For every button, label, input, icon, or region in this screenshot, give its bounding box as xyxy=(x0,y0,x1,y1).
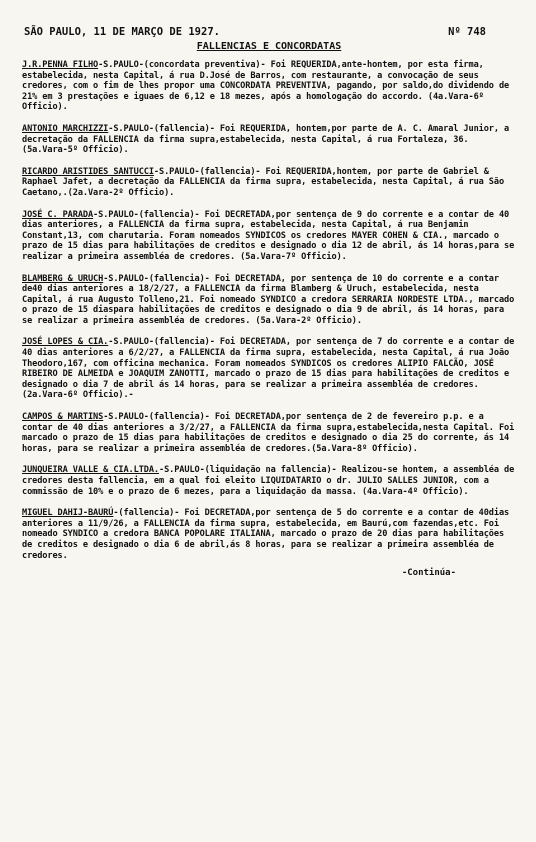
bulletin-date: SÃO PAULO, 11 DE MARÇO DE 1927. xyxy=(24,26,220,38)
entry-name: RICARDO ARISTIDES SANTUCCI xyxy=(22,166,154,177)
entry xyxy=(22,465,520,497)
entry-name: ANTONIO MARCHIZZI xyxy=(22,123,109,134)
entry-text: -S.PAULO-(fallencia)- Foi DECRETADA,por sentença de 2 de fevereiro p.p. e a contar de 40 dias anteriores a 3/2/27, a FALLENCIA da firma supra,estabelecida,nesta Capital. Foi marcado o prazo de 15 dias para habilitações de creditos e designado o dia 25 do corrente, ás 14 horas, para se realizar a primeira assembléa de credores.(5a.Vara-8º Officio). xyxy=(22,412,520,454)
entry-text: -S.PAULO-(concordata preventiva)- Foi REQUERIDA,ante-hontem, por esta firma, estabelecida, nesta Capital, á rua D.José de Barros, com restaurante, a convocação de seus credores, com o fim de lhes propor uma CONCORDATA PREVENTIVA, pagando, por saldo,do dividendo de 21% em 3 prestações e iguaes de 6,12 e 18 mezes, após a homologação do accordo. (4a.Vara-6º Officio). xyxy=(22,60,515,113)
continue-note: -Continúa- xyxy=(401,568,456,579)
entry xyxy=(22,337,520,401)
entry xyxy=(22,60,516,113)
entry-text: -S.PAULO-(fallencia)- Foi REQUERIDA,hontem, por parte de Gabriel & Raphael Jafet, a decretação da FALLENCIA da firma supra, estabelecida, nesta Capital, á rua São Caetano,.(2a.Vara-2º Officio). xyxy=(22,166,510,198)
entry xyxy=(22,412,520,454)
section-title: FALLENCIAS E CONCORDATAS xyxy=(196,41,342,52)
entry xyxy=(22,209,520,263)
entry-text: -S.PAULO-(fallencia)- Foi REQUERIDA, hontem,por parte de A. C. Amaral Junior, a decretação da FALLENCIA da firma supra,estabelecida, nesta Capital, á rua Fortaleza, 36. (5a.Vara-5º Officio). xyxy=(22,123,515,156)
bulletin-number: Nº 748 xyxy=(448,26,486,38)
entry-name: CAMPOS & MARTINS xyxy=(22,412,104,423)
entry-text: -S.PAULO-(fallencia)- Foi DECRETADA,por sentença de 9 do corrente e a contar de 40 dias anteriores, a FALLENCIA da firma supra, estabelecida, nesta Capital, á rua Benjamin Constant,13, com charutaria. Foram nomeados SYNDICOS os credores MAYER COHEN & CIA., marcado o prazo de 15 dias para habilitações de creditos e designado o dia 12 de abril, ás 14 horas,para se realizar a primeira assembléa de credores. (5a.Vara-7º Officio). xyxy=(22,209,520,262)
entry-text: -S.PAULO-(fallencia)- Foi DECRETADA, por sentença de 7 do corrente e a contar de 40 dias anteriores a 6/2/27, a FALLENCIA da firma supra, estabelecida, nesta Capital, á rua João Theodoro,167, com officina mechanica. Foram nomeados SYNDICOS os credores ALIPIO FALCÃO, JOSÉ RIBEIRO DE ALMEIDA e JOAQUIM ZANOTTI, marcado o prazo de 15 dias para habilitações de creditos e designado o dia 7 de abril ás 14 horas, para se realizar a primeira assembléa de credores. (2a.Vara-6º Officio).- xyxy=(22,337,520,401)
entry-name: J.R.PENNA FILHO xyxy=(22,60,99,70)
entry-name: BLAMBERG & URUCH xyxy=(22,273,104,284)
entry-name: MIGUEL DAHIJ-BAURÚ xyxy=(22,508,114,519)
entry-text: -(fallencia)- Foi DECRETADA,por sentença de 5 do corrente e a contar de 40dias anteriores a 11/9/26, a FALLENCIA da firma supra, estabelecida, em Baurú,com fazendas,etc. Foi nomeado SYNDICO a credora BANCA POPOLARE ITALIANA, marcado o prazo de 20 dias para habilitações de creditos e designado o dia 6 de abril,ás 8 horas, para se realizar a primeira assembléa de credores. xyxy=(22,508,515,561)
entry xyxy=(22,167,516,199)
entry-name: JUNQUEIRA VALLE & CIA.LTDA. xyxy=(22,465,159,476)
entry-name: JOSÉ C. PARADA xyxy=(22,209,94,220)
page-header xyxy=(22,26,516,38)
entry-name: JOSÉ LOPES & CIA. xyxy=(22,337,109,348)
entry-text: -S.PAULO-(fallencia)- Foi DECRETADA, por sentença de 10 do corrente e a contar de40 dias anteriores a 18/2/27, a FALLENCIA da firma Blamberg & Uruch, estabelecida, nesta Capital, á rua Augusto Tolleno,21. Foi nomeado SYNDICO a credora SERRARIA NORDESTE LTDA., marcado o prazo de 15 diaspara habilitações de creditos e designado o dia 9 de abril, ás 14 horas, para se realizar a primeira assembléa de credores. (5a.Vara-2º Officio). xyxy=(22,273,520,326)
entry xyxy=(22,508,516,561)
entry xyxy=(22,124,516,156)
entry-text: -S.PAULO-(liquidação na fallencia)- Realizou-se hontem, a assembléa de credores desta fallencia, em a qual foi eleito LIQUIDATARIO o dr. JULIO SALLES JUNIOR, com a commissão de 10% e o prazo de 6 mezes, para a liquidação da massa. (4a.Vara-4º Officio). xyxy=(22,465,520,497)
entry xyxy=(22,273,520,327)
